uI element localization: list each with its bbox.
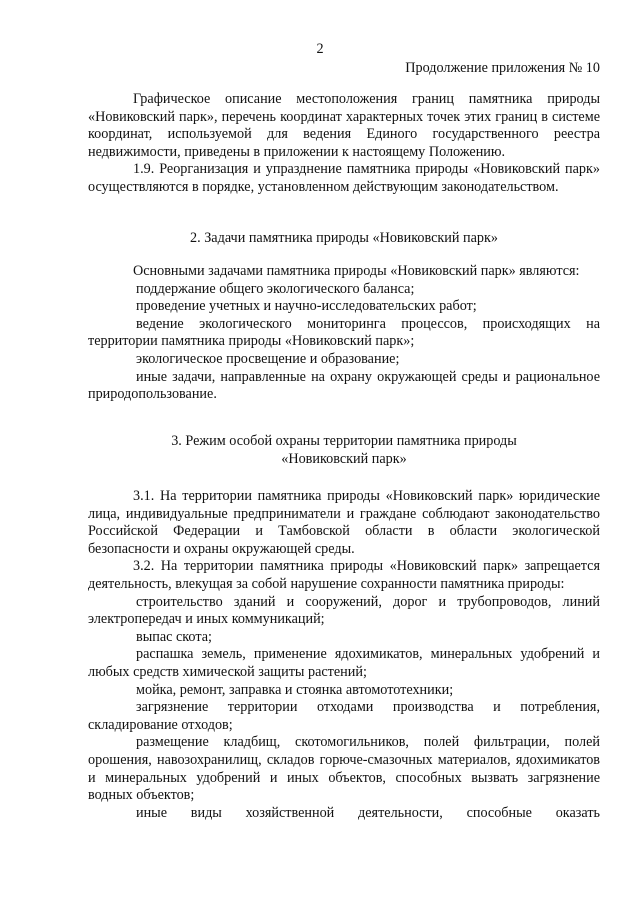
section-2-body — [88, 263, 600, 404]
prohibited-item: выпас скота; — [136, 628, 212, 645]
prohibited-item: загрязнение территории отходами производства и потребления, складирование отходов; — [88, 699, 600, 733]
prohibited-item: мойка, ремонт, заправка и стоянка автомототехники; — [136, 681, 454, 698]
prohibited-item: распашка земель, применение ядохимикатов, минеральных удобрений и любых средств химической защиты растений; — [88, 646, 600, 680]
heading-section-3-line-1: 3. Режим особой охраны территории памятника природы — [171, 433, 517, 449]
section-3-body — [88, 488, 600, 822]
prohibited-item: иные виды хозяйственной деятельности, способные оказать — [136, 804, 600, 821]
paragraph-3-1: 3.1. На территории памятника природы «Новиковский парк» юридические лица, индивидуальные предприниматели и граждане соблюдают законодательство Российской Федерации и Тамбовской области в области экологической безопасности и охраны окружающей среды. — [88, 488, 600, 557]
paragraph-3-2: 3.2. На территории памятника природы «Новиковский парк» запрещается деятельность, влекущая за собой нарушение сохранности памятника природы: — [88, 558, 600, 592]
task-item: ведение экологического мониторинга процессов, происходящих на территории памятника природы «Новиковский парк»; — [88, 315, 600, 350]
section-1-continuation — [88, 91, 600, 197]
task-item: поддержание общего экологического баланса; — [136, 280, 415, 297]
heading-section-3 — [88, 433, 600, 468]
prohibited-item: строительство зданий и сооружений, дорог и трубопроводов, линий электропередач и иных коммуникаций; — [88, 593, 600, 628]
page-number: 2 — [316, 41, 324, 57]
appendix-continuation-header: Продолжение приложения № 10 — [405, 60, 600, 76]
prohibited-item: размещение кладбищ, скотомогильников, полей фильтрации, полей орошения, навозохранилищ, складов горюче-смазочных материалов, ядохимикатов и минеральных удобрений и иных объектов, способных вызвать загрязнение водных объектов; — [88, 734, 600, 804]
task-item: проведение учетных и научно-исследовательских работ; — [136, 298, 477, 315]
paragraph-1-9: 1.9. Реорганизация и упразднение памятника природы «Новиковский парк» осуществляются в порядке, установленном действующим законодательством. — [88, 161, 600, 195]
paragraph-tasks-intro: Основными задачами памятника природы «Новиковский парк» являются: — [133, 263, 580, 279]
task-item: экологическое просвещение и образование; — [136, 350, 400, 367]
heading-section-3-line-2: «Новиковский парк» — [281, 450, 407, 467]
paragraph-graphic-description: Графическое описание местоположения границ памятника природы «Новиковский парк», перечень координат характерных точек этих границ в системе координат, используемой для ведения Единого государственного реестра недвижимости, приведены в приложении к настоящему Положению. — [88, 91, 600, 160]
task-item: иные задачи, направленные на охрану окружающей среды и рациональное природопользование. — [88, 368, 600, 403]
heading-section-2: 2. Задачи памятника природы «Новиковский парк» — [190, 230, 498, 246]
